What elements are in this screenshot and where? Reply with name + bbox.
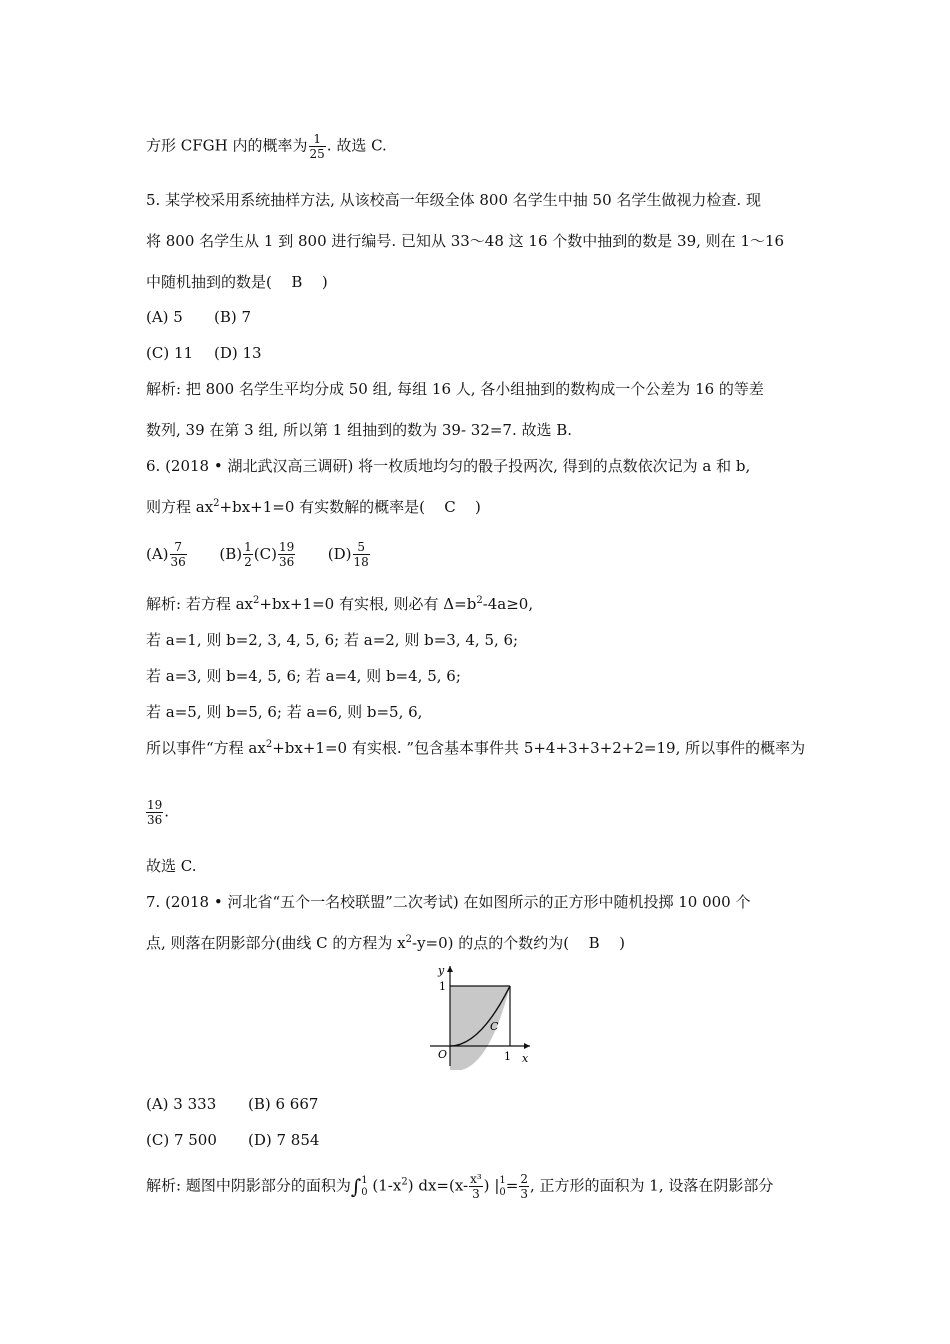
superscript: 2 [253,595,260,606]
q7-solution [146,1172,773,1201]
numerator: 5 [353,540,370,555]
fraction [146,798,163,827]
q7-options-row-1 [146,1094,328,1114]
option-a [146,540,188,569]
text: 解析: 若方程 ax [146,595,253,613]
denominator: 36 [147,813,163,827]
text: ) [321,273,328,291]
q6-solution-3: 若 a=3, 则 b=4, 5, 6; 若 a=4, 则 b=4, 5, 6; [146,667,461,685]
superscript: 2 [401,1176,408,1188]
q6-options [146,540,371,569]
fraction [243,540,253,569]
lower-limit: 0 [499,1186,506,1198]
text: , 正方形的面积为 1, 设落在阴影部分 [529,1176,774,1195]
option-a: (A) 5 [146,308,183,326]
text: ) dx=(x- [407,1176,469,1195]
answer: C [444,498,456,516]
numerator: x³ [470,1172,482,1186]
option-b [219,540,253,569]
text: 方形 CFGH 内的概率为 [146,136,308,155]
denominator: 18 [353,555,369,569]
superscript: 2 [265,739,273,750]
denominator: 36 [170,555,186,569]
q6-probability [146,798,169,827]
numerator: 19 [147,798,163,812]
upper-limit: 1 [499,1174,506,1186]
text: +bx+1=0 有实数解的概率是( [219,498,426,516]
q6-conclusion: 故选 C. [146,857,197,875]
text: 中随机抽到的数是( [146,273,272,291]
evaluation-bar: | [494,1176,500,1195]
origin-label: O [438,1048,448,1061]
label: (A) [146,544,169,563]
q5-options-row-2 [146,343,272,363]
denominator: 25 [309,147,325,161]
q6-solution-2: 若 a=1, 则 b=2, 3, 4, 5, 6; 若 a=2, 则 b=3, 4, 5, 6; [146,631,519,649]
answer: B [588,934,600,952]
text: 点, 则落在阴影部分(曲线 C 的方程为 x [146,934,406,952]
option-c: (C) 11 [146,344,194,362]
superscript: 2 [213,498,220,509]
q5-options-row-1 [146,307,261,327]
q5-solution-1: 解析: 把 800 名学生平均分成 50 组, 每组 16 人, 各小组抽到的数构成一个公差为 16 的等差 [146,380,764,398]
option-d: (D) 7 854 [248,1131,320,1149]
numerator: 2 [520,1172,528,1186]
integral-limits [361,1175,367,1199]
numerator: 1 [309,132,326,147]
fraction [170,540,187,569]
q7-line-2 [146,933,625,953]
upper-limit: 1 [361,1174,368,1186]
integral-sign: ∫ [350,1174,362,1199]
numerator: 7 [170,540,187,555]
text: 解析: 题图中阴影部分的面积为 [146,1176,351,1195]
label: (D) [327,544,352,563]
fraction [309,132,326,161]
fraction [353,540,370,569]
fraction [278,540,295,569]
text: 则方程 ax [146,498,214,516]
text: ) [483,1176,490,1195]
q6-solution-4: 若 a=5, 则 b=5, 6; 若 a=6, 则 b=5, 6, [146,703,423,721]
option-b: (B) 7 [214,308,252,326]
numerator: 1 [244,540,252,554]
q7-line-1: 7. (2018 • 河北省“五个一名校联盟”二次考试) 在如图所示的正方形中随机投掷 10 000 个 [146,893,751,911]
text: -y=0) 的点的个数约为( [412,934,570,952]
q5-solution-2: 数列, 39 在第 3 组, 所以第 1 组抽到的数为 39- 32=7. 故选 B. [146,421,573,439]
numerator: 19 [278,540,295,554]
curve-label: C [490,1020,499,1033]
fraction [519,1172,529,1201]
text: 所以事件“方程 ax [146,739,266,757]
label: (B) [219,544,243,563]
q5-line-3 [146,272,328,292]
superscript: 2 [476,595,483,606]
option-d [327,540,371,569]
label: (C) [253,544,277,563]
text: ) [475,498,481,516]
text: -4a≥0, [482,595,534,613]
text: +bx+1=0 有实根. ”包含基本事件共 5+4+3+3+2+2=19, 所以事件的概率为 [272,739,806,757]
denominator: 36 [278,555,295,569]
y-axis-arrow [447,966,453,972]
superscript: 2 [405,934,413,945]
q6-solution-5 [146,738,805,758]
option-b: (B) 6 667 [248,1095,319,1113]
text: . [164,802,170,821]
answer: B [291,273,303,291]
y-label: y [438,964,445,977]
q7-figure [418,962,536,1070]
text: (1-x [372,1176,402,1195]
option-a: (A) 3 333 [146,1095,217,1113]
fraction [469,1172,483,1201]
prev-conclusion [146,132,387,161]
text: . 故选 C. [326,136,387,155]
text: = [505,1176,519,1195]
shaded-region [450,986,510,1070]
q6-solution-1 [146,594,533,614]
y-tick-label: 1 [439,980,446,993]
option-d: (D) 13 [214,344,262,362]
q6-line-1: 6. (2018 • 湖北武汉高三调研) 将一枚质地均匀的骰子投两次, 得到的点数依次记为 a 和 b, [146,457,751,475]
x-tick-label: 1 [504,1050,511,1063]
lower-limit: 0 [361,1186,368,1198]
text: +bx+1=0 有实根, 则必有 Δ=b [259,595,477,613]
q5-line-2: 将 800 名学生从 1 到 800 进行编号. 已知从 33～48 这 16 个数中抽到的数是 39, 则在 1～16 [146,232,785,250]
denominator: 3 [520,1187,528,1201]
q5-line-1: 5. 某学校采用系统抽样方法, 从该校高一年级全体 800 名学生中抽 50 名学生做视力检查. 现 [146,191,761,209]
q7-options-row-2 [146,1130,329,1150]
q6-line-2 [146,497,481,517]
denominator: 2 [244,555,252,569]
x-label: x [522,1052,529,1065]
option-c [253,540,296,569]
denominator: 3 [472,1187,480,1201]
text: ) [619,934,626,952]
option-c: (C) 7 500 [146,1131,217,1149]
x-axis-arrow [524,1043,530,1049]
